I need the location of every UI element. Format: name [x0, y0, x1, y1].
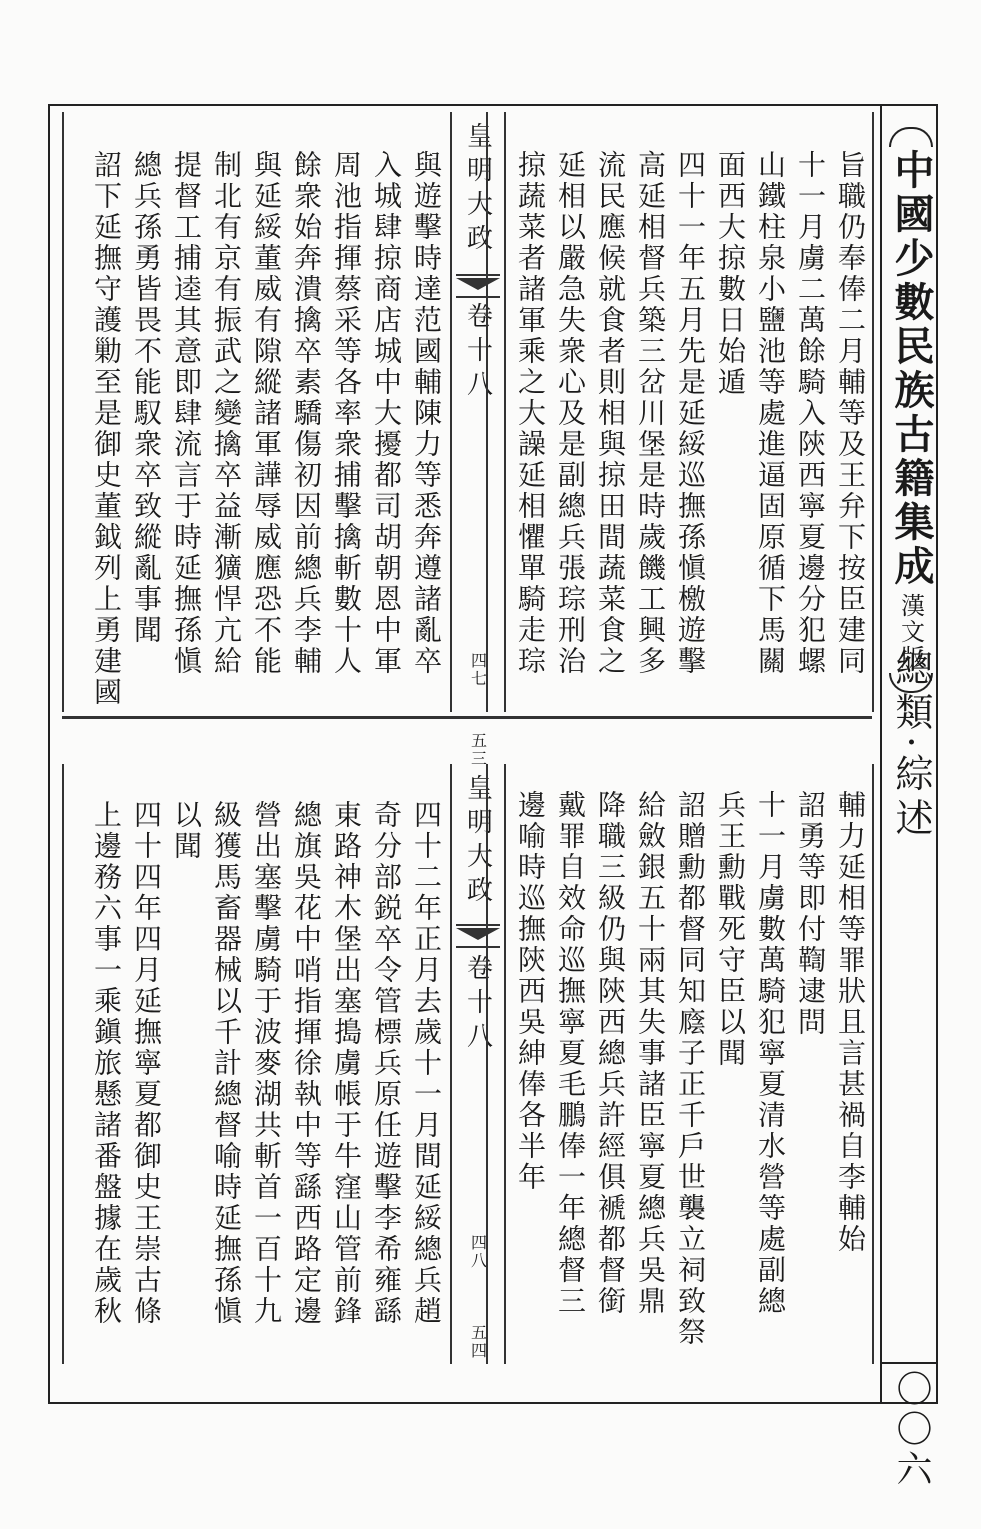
text-column: 面西大掠數日始遁 — [714, 150, 747, 398]
series-title — [886, 125, 936, 695]
lower-left-text — [66, 800, 446, 1360]
text-column: 提督工捕逵其意即肆流言于時延撫孫愼 — [170, 150, 203, 677]
text-column: 山鐵柱泉小鹽池等處進逼固原循下馬關 — [754, 150, 787, 677]
upper-fold-page: 五三 — [468, 732, 488, 768]
text-column: 戴罪自效命巡撫寧夏毛鵬俸一年總督三 — [554, 790, 587, 1317]
text-column: 詔勇等即付鞫逮問 — [794, 790, 827, 1038]
text-column: 四十二年正月去歲十一月間延綏總兵趙 — [410, 800, 443, 1327]
upper-left-outer-rule — [62, 112, 64, 712]
text-column: 高延相督兵築三岔川堡是時歲饑工興多 — [634, 150, 667, 677]
bracket-top-icon — [889, 127, 933, 147]
text-column: 詔贈勳都督同知廕子正千戶世襲立祠致祭 — [674, 790, 707, 1348]
lower-right-text — [494, 790, 870, 1360]
upper-right-outer-rule — [872, 112, 874, 712]
text-column: 輔力延相等罪狀且言甚禍自李輔始 — [834, 790, 867, 1255]
lower-fold-title: 皇明大政 — [462, 774, 493, 910]
page-number — [886, 1370, 936, 1490]
lower-right-inner-rule — [486, 764, 488, 1364]
upper-fold-juan: 卷十八 — [462, 302, 493, 404]
edition-label: 漢文版 — [896, 593, 925, 671]
series-title-text: 中國少數民族古籍集成 — [888, 149, 935, 589]
upper-fold-leaf: 四七 — [468, 652, 488, 688]
band-divider — [880, 1362, 938, 1364]
text-column: 營出塞擊虜騎于波麥湖共斬首一百十九 — [250, 800, 283, 1327]
text-column: 餘衆始奔潰擒卒素驕傷初因前總兵李輔 — [290, 150, 323, 677]
text-column: 總旗吳花中哨指揮徐執中等繇西路定邊 — [290, 800, 323, 1327]
text-column: 兵王勳戰死守臣以聞 — [714, 790, 747, 1069]
text-column: 四十一年五月先是延綏巡撫孫愼檄遊擊 — [674, 150, 707, 677]
text-column: 十一月虜二萬餘騎入陝西寧夏邊分犯螺 — [794, 150, 827, 677]
upper-fold-title: 皇明大政 — [462, 122, 493, 258]
text-column: 上邊務六事一乘鎭旅懸諸番盤據在歲秋 — [90, 800, 123, 1327]
lower-fold-juan: 卷十八 — [462, 954, 493, 1056]
text-column: 延相以嚴急失衆心及是副總兵張琮刑治 — [554, 150, 587, 677]
text-column: 詔下延撫守護勦至是御史董鉞列上勇建國 — [90, 150, 123, 708]
lower-fold-leaf: 四八 — [468, 1234, 488, 1270]
half-separator — [62, 716, 872, 719]
upper-right-inner-rule — [486, 112, 488, 712]
text-column: 總兵孫勇皆畏不能馭衆卒致縱亂事聞 — [130, 150, 163, 646]
text-column: 掠蔬菜者諸軍乘之大譟延相懼單騎走琮 — [514, 150, 547, 677]
lower-right-outer-rule — [872, 764, 874, 1364]
text-column: 周池指揮蔡采等各率衆捕擊擒斬數十人 — [330, 150, 363, 677]
text-column: 奇分部鋭卒令管標兵原任遊擊李希雍繇 — [370, 800, 403, 1327]
text-column: 流民應候就食者則相與掠田間蔬菜食之 — [594, 150, 627, 677]
page-number-text: 〇〇六 — [891, 1370, 932, 1490]
text-column: 與遊擊時達范國輔陳力等悉奔遵諸亂卒 — [410, 150, 443, 677]
text-column: 入城肆掠商店城中大擾都司胡朝恩中軍 — [370, 150, 403, 677]
text-column: 制北有京有振武之變擒卒益漸獷悍亢給 — [210, 150, 243, 677]
text-column: 四十四年四月延撫寧夏都御史王崇古條 — [130, 800, 163, 1327]
text-column: 旨職仍奉俸二月輔等及王弁下按臣建同 — [834, 150, 867, 677]
text-column: 級獲馬畜器械以千計總督喻時延撫孫愼 — [210, 800, 243, 1327]
upper-right-text — [494, 150, 870, 710]
text-column: 十一月虜數萬騎犯寧夏清水營等處副總 — [754, 790, 787, 1317]
section-title-text: 總類·綜述 — [889, 648, 933, 843]
lower-fold-page: 五四 — [468, 1324, 488, 1360]
text-column: 邊喻時巡撫陝西吳紳俸各半年 — [514, 790, 547, 1193]
upper-left-text — [66, 150, 446, 710]
text-column: 與延綏董威有隙縱諸軍譁辱威應恐不能 — [250, 150, 283, 677]
section-title — [886, 648, 936, 842]
text-column: 以聞 — [170, 800, 203, 862]
lower-left-outer-rule — [62, 764, 64, 1364]
text-column: 東路神木堡出塞搗虜帳于牛窪山管前鋒 — [330, 800, 363, 1327]
text-column: 給斂銀五十兩其失事諸臣寧夏總兵吳鼎 — [634, 790, 667, 1317]
text-column: 降職三級仍與陝西總兵許經俱褫都督銜 — [594, 790, 627, 1317]
